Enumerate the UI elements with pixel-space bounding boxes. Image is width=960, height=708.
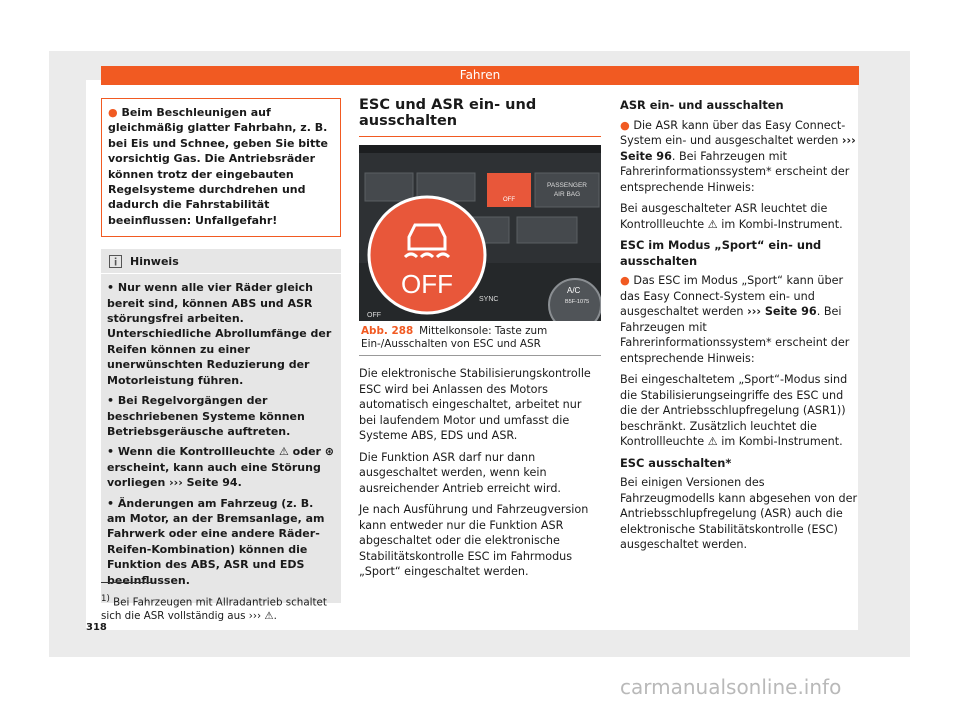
left-column (101, 98, 341, 603)
airbag-label: AIR BAG (553, 191, 581, 198)
subheading: ESC ausschalten* (620, 455, 732, 470)
paragraph: Je nach Ausführung und Fahrzeugversion kann entweder nur die Funktion ASR abgeschaltet oder die elektronische Stabilitätskontrolle ESC im Fahrmodus „Sport“ eingeschaltet werden. (359, 503, 589, 578)
caption-text: Mittelkonsole: Taste zum Ein-/Ausschalten von ESC und ASR (361, 325, 548, 350)
paragraph: ● Das ESC im Modus „Sport“ kann über das Easy Connect-System ein- und ausgeschaltet werden ››› Seite 96. Bei Fahrzeugen mit Fahrerinformationssystem* erscheint der entsprechende Hinweis: (620, 274, 850, 365)
chapter-header: Fahren (101, 66, 859, 85)
paragraph: Die elektronische Stabilisierungskontrolle ESC wird bei Anlassen des Motors automatisch eingeschaltet, arbeitet nur bei laufendem Motor und umfasst die Systeme ABS, EDS und ASR. (359, 367, 591, 442)
console-illustration (359, 145, 601, 321)
footnote-mark: 1) (101, 594, 110, 604)
watermark: carmanualsonline.info (620, 675, 842, 699)
page-reference-link[interactable]: ››› Seite 96 (620, 134, 856, 163)
section-heading: ESC und ASR ein- und ausschalten (359, 98, 601, 137)
figure-code: B5F-1075 (565, 299, 590, 305)
footnote (101, 592, 341, 623)
note-header (101, 249, 341, 274)
bullet-icon: ● (108, 106, 118, 119)
paragraph: Bei einigen Versionen des Fahrzeugmodells kann abgesehen von der Antriebsschlupfregelung (ASR) auch die elektronische Stabilitätskontrolle (ESC) ausgeschaltet werden. (620, 476, 858, 551)
footnote-text: Bei Fahrzeugen mit Allradantrieb schaltet sich die ASR vollständig aus ››› ⚠. (101, 596, 327, 623)
note-item: • Bei Regelvorgängen der beschriebenen Systeme können Betriebsgeräusche auftreten. (107, 394, 305, 438)
page-number: 318 (86, 622, 107, 633)
paragraph: Die Funktion ASR darf nur dann ausgeschaltet werden, wenn kein ausreichender Antrieb erreicht wird. (359, 450, 561, 495)
note-box (101, 249, 341, 603)
note-item: • Änderungen am Fahrzeug (z. B. am Motor, an der Bremsanlage, am Fahrwerk oder eine andere Räder-Reifen-Kombination) können die Funktion des ABS, ASR und EDS beeinflussen. (107, 496, 325, 587)
sync-label: SYNC (479, 296, 499, 303)
off-big-label: OFF (401, 269, 453, 299)
figure-center-console (359, 145, 601, 321)
off-bottom-label: OFF (367, 312, 381, 319)
warning-box (101, 98, 341, 237)
info-icon (109, 255, 122, 268)
page-reference-link[interactable]: ››› Seite 96 (747, 305, 817, 318)
warning-text: Beim Beschleunigen auf gleichmäßig glatter Fahrbahn, z. B. bei Eis und Schnee, geben Sie bitte vorsichtig Gas. Die Antriebsräder können trotz der eingebauten Regelsysteme durchdrehen und dadurch die Fahrstabilität beeinflussen: Unfallgefahr! (108, 106, 328, 227)
note-item: • Wenn die Kontrollleuchte ⚠ oder ⊛ erscheint, kann auch eine Störung vorliegen ››› Seite 94. (107, 445, 335, 490)
paragraph: Bei ausgeschalteter ASR leuchtet die Kontrollleuchte ⚠ im Kombi-Instrument. (620, 202, 843, 231)
off-small-label: OFF (503, 197, 515, 203)
paragraph: Bei eingeschaltetem „Sport“-Modus sind die Stabilisierungseingriffe des ESC und die der Antriebsschlupfregelung (ASR1)) beschränkt. Zusätzlich leuchtet die Kontrollleuchte ⚠ im Kombi-Instrument. (620, 373, 848, 448)
note-item: • Nur wenn alle vier Räder gleich bereit sind, können ABS und ASR störungsfrei arbeiten. Unterschiedliche Abrollumfänge der Reifen können zu einer unerwünschten Reduzierung der Motorleistung führen. (107, 281, 332, 387)
figure-caption (359, 323, 601, 356)
right-column (620, 98, 860, 559)
caption-number: Abb. 288 (361, 325, 414, 337)
footnote-divider (101, 582, 151, 583)
middle-column (359, 98, 601, 586)
bullet-icon: ● (620, 118, 630, 132)
ac-label: A/C (567, 286, 581, 295)
note-title: Hinweis (130, 254, 179, 268)
passenger-label: PASSENGER (547, 182, 587, 189)
subheading: ESC im Modus „Sport“ ein- und ausschalten (620, 238, 822, 268)
bullet-icon: ● (620, 274, 630, 287)
subheading: ASR ein- und ausschalten (620, 98, 784, 112)
paragraph: ● Die ASR kann über das Easy Connect-System ein- und ausgeschaltet werden ››› Seite 96. Bei Fahrzeugen mit Fahrerinformationssystem* erscheint der entsprechende Hinweis: (620, 118, 856, 194)
